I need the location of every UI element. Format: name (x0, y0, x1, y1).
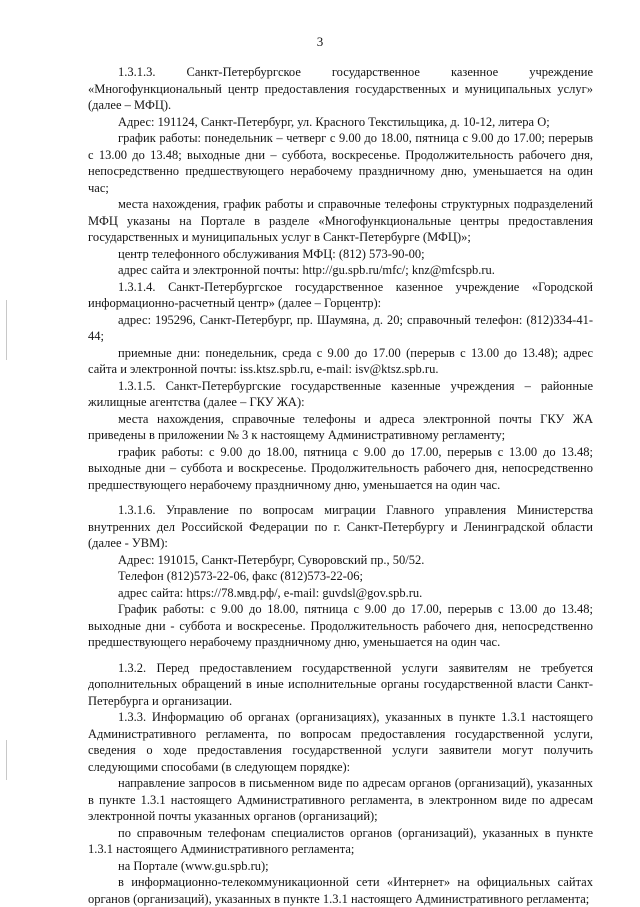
paragraph-portal: на Портале (www.gu.spb.ru); (118, 858, 269, 873)
paragraph-gku-zha-schedule: график работы: с 9.00 до 18.00, пятница с 9.00 до 17.00, перерыв с 13.00 до 13.48; выходные дни – суббота и воскресенье. Продолжительность рабочего дня, непосредственно предшествующего нерабочему праздничному дню, уменьшается на один час. (88, 444, 593, 492)
paragraph-mfc-heading: 1.3.1.3. Санкт-Петербургское государственное казенное учреждение «Многофункциональный центр предоставления государственных и муниципальных услуг» (далее – МФЦ). (88, 65, 593, 112)
paragraph-mfc-website: адрес сайта и электронной почты: http://gu.spb.ru/mfc/; knz@mfcspb.ru. (118, 263, 495, 277)
paragraph-phone-inquiries: по справочным телефонам специалистов органов (организаций), указанных в пункте 1.3.1 настоящего Административного регламента; (88, 825, 593, 856)
paragraph-internet-sites: в информационно-телекоммуникационной сети «Интернет» на официальных сайтах органов (организаций), указанных в пункте 1.3.1 настоящего Административного регламента; (88, 875, 593, 906)
paragraph-uvm-website: адрес сайта: https://78.мвд.рф/, e-mail: guvdsl@gov.spb.ru. (118, 585, 423, 600)
paragraph-mfc-locations: места нахождения, график работы и справочные телефоны структурных подразделений МФЦ указаны на Портале в разделе «Многофункциональные центры предоставления государственных и муниципальных услуг в Санкт-Петербурге (МФЦ)»; (88, 197, 593, 244)
paragraph-gorcentr-address: адрес: 195296, Санкт-Петербург, пр. Шаумяна, д. 20; справочный телефон: (812)334-41-44; (88, 312, 593, 343)
paragraph-mfc-schedule: график работы: понедельник – четверг с 9.00 до 18.00, пятница с 9.00 до 17.00; перерыв с 13.00 до 13.48; выходные дни – суббота, воскресенье. Продолжительность рабочего дня, непосредственно предшествующего нерабочему праздничному дню, уменьшается на один час; (88, 131, 593, 195)
paragraph-gku-zha-locations: места нахождения, справочные телефоны и адреса электронной почты ГКУ ЖА приведены в приложении № 3 к настоящему Административному регламенту; (88, 411, 593, 442)
paragraph-gorcentr-reception: приемные дни: понедельник, среда с 9.00 до 17.00 (перерыв с 13.00 до 13.48); адрес сайта и электронной почты: iss.ktsz.spb.ru, e-mail: isv@ktsz.spb.ru. (88, 345, 593, 376)
paragraph-1-3-2: 1.3.2. Перед предоставлением государственной услуги заявителям не требуется дополнительных обращений в иные исполнительные органы государственной власти Санкт-Петербурга и организации. (88, 660, 593, 708)
scan-edge-line (6, 740, 7, 780)
paragraph-uvm-schedule: График работы: с 9.00 до 18.00, пятница с 9.00 до 17.00, перерыв с 13.00 до 13.48; выходные дни - суббота и воскресенье. Продолжительность рабочего дня, непосредственно предшествующего нерабочему праздничному дню, уменьшается на один час. (88, 602, 593, 649)
paragraph-uvm-heading: 1.3.1.6. Управление по вопросам миграции Главного управления Министерства внутренних дел Российской Федерации по г. Санкт-Петербургу и Ленинградской области (далее - УВМ): (88, 503, 593, 550)
page-number: 3 (316, 34, 324, 49)
paragraph-1-3-3: 1.3.3. Информацию об органах (организациях), указанных в пункте 1.3.1 настоящего Административного регламента, по вопросам предоставления государственной услуги, сведения о ходе предоставления государственной услуги заявители могут получить следующими способами (в следующем порядке): (88, 710, 593, 774)
paragraph-mfc-address: Адрес: 191124, Санкт-Петербург, ул. Красного Текстильщика, д. 10-12, литера О; (118, 114, 550, 129)
document-body (88, 64, 593, 907)
paragraph-gku-zha-heading: 1.3.1.5. Санкт-Петербургские государственные казенные учреждения – районные жилищные агентства (далее – ГКУ ЖА): (88, 378, 593, 409)
paragraph-written-requests: направление запросов в письменном виде по адресам органов (организаций), указанных в пункте 1.3.1 настоящего Административного регламента, в электронном виде по адресам электронной почты указанных органов (организаций); (88, 776, 593, 823)
paragraph-uvm-phone: Телефон (812)573-22-06, факс (812)573-22-06; (118, 569, 363, 583)
paragraph-gorcentr-heading: 1.3.1.4. Санкт-Петербургское государственное казенное учреждение «Городской информационно-расчетный центр» (далее – Горцентр): (88, 279, 593, 310)
paragraph-uvm-address: Адрес: 191015, Санкт-Петербург, Суворовский пр., 50/52. (118, 552, 425, 567)
scan-edge-line (6, 300, 7, 360)
paragraph-mfc-call-center: центр телефонного обслуживания МФЦ: (812) 573-90-00; (118, 246, 425, 261)
